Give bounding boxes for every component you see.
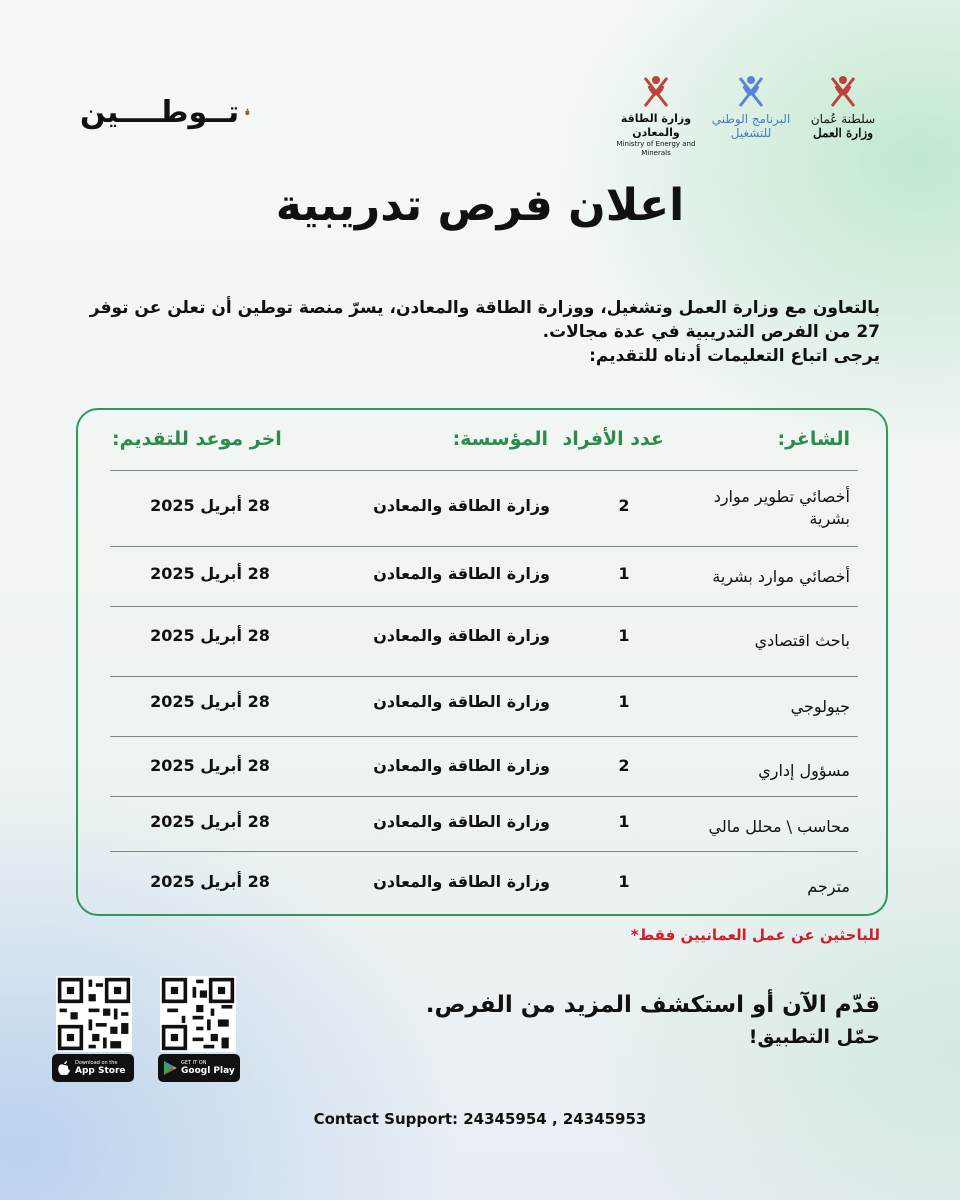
cell-count: 2 xyxy=(618,496,630,515)
oman-emblem-icon xyxy=(639,72,673,112)
page-title: اعلان فرص تدريبية xyxy=(275,180,685,231)
ministry-of-labour-logo: سلطنة عُمان وزارة العمل xyxy=(800,72,886,140)
cell-count: 2 xyxy=(618,756,630,775)
cta-heading: قدّم الآن أو استكشف المزيد من الفرص. xyxy=(425,992,880,1018)
cell-job: باحث اقتصادي xyxy=(754,631,850,650)
vacancies-table xyxy=(76,408,888,916)
cell-deadline: 28 أبريل 2025 xyxy=(150,692,270,711)
contact-support: Contact Support: 24345954 , 24345953 xyxy=(313,1110,647,1128)
intro-line: 27 من الفرص التدريبية في عدة مجالات. xyxy=(542,322,880,342)
brand-name: تــوطــــين xyxy=(80,94,240,130)
header-count: عدد الأفراد xyxy=(562,428,664,450)
cell-job: مسؤول إداري xyxy=(758,761,850,780)
intro-line: بالتعاون مع وزارة العمل وتشغيل، ووزارة الطاقة والمعادن، يسرّ منصة توطين أن تعلن عن توفر xyxy=(89,298,880,318)
header-deadline: اخر موعد للتقديم: xyxy=(112,428,282,450)
oman-emblem-icon xyxy=(826,72,860,112)
cell-org: وزارة الطاقة والمعادن xyxy=(373,692,550,711)
cell-deadline: 28 أبريل 2025 xyxy=(150,496,270,515)
row-divider xyxy=(110,736,858,737)
cell-deadline: 28 أبريل 2025 xyxy=(150,564,270,583)
cell-job: جيولوجي xyxy=(790,697,850,716)
cell-job: مترجم xyxy=(807,877,850,896)
google-play-icon xyxy=(163,1060,177,1076)
cell-count: 1 xyxy=(618,872,630,891)
ministry-of-energy-logo: وزارة الطاقة والمعادن Ministry of Energy and Minerals xyxy=(604,72,708,158)
eligibility-note: للباحثين عن عمل العمانيين فقط* xyxy=(630,926,880,944)
cell-org: وزارة الطاقة والمعادن xyxy=(373,496,550,515)
cell-count: 1 xyxy=(618,812,630,831)
cell-org: وزارة الطاقة والمعادن xyxy=(373,872,550,891)
national-employment-program-logo: البرنامج الوطني للتشغيل xyxy=(706,72,796,140)
cell-count: 1 xyxy=(618,564,630,583)
apple-icon xyxy=(57,1060,71,1076)
app-store-badge[interactable]: Download on the App Store xyxy=(52,1054,134,1082)
google-play-badge[interactable]: GET IT ON Googl Play xyxy=(158,1054,240,1082)
row-divider xyxy=(110,676,858,677)
tawteen-logo xyxy=(80,90,250,134)
cell-deadline: 28 أبريل 2025 xyxy=(150,626,270,645)
cell-org: وزارة الطاقة والمعادن xyxy=(373,812,550,831)
cell-org: وزارة الطاقة والمعادن xyxy=(373,756,550,775)
intro-text xyxy=(60,296,880,368)
cell-count: 1 xyxy=(618,692,630,711)
cell-org: وزارة الطاقة والمعادن xyxy=(373,564,550,583)
cell-org: وزارة الطاقة والمعادن xyxy=(373,626,550,645)
header-org: المؤسسة: xyxy=(452,428,548,450)
cell-deadline: 28 أبريل 2025 xyxy=(150,756,270,775)
row-divider xyxy=(110,546,858,547)
cell-job: أخصائي موارد بشرية xyxy=(712,567,850,586)
row-divider xyxy=(110,851,858,852)
tawteen-mark-icon xyxy=(245,97,250,127)
cta-subheading: حمّل التطبيق! xyxy=(748,1026,880,1048)
oman-emblem-icon xyxy=(734,72,768,112)
cell-count: 1 xyxy=(618,626,630,645)
header-job: الشاغر: xyxy=(777,428,850,450)
google-play-qr-code[interactable] xyxy=(160,976,236,1052)
row-divider xyxy=(110,470,858,471)
cell-job: محاسب \ محلل مالي xyxy=(708,817,850,836)
intro-line: يرجى اتباع التعليمات أدناه للتقديم: xyxy=(589,346,880,366)
app-store-qr-code[interactable] xyxy=(56,976,132,1052)
cell-deadline: 28 أبريل 2025 xyxy=(150,872,270,891)
row-divider xyxy=(110,606,858,607)
row-divider xyxy=(110,796,858,797)
cell-deadline: 28 أبريل 2025 xyxy=(150,812,270,831)
cell-job: أخصائي تطوير موارد بشرية xyxy=(713,487,850,528)
